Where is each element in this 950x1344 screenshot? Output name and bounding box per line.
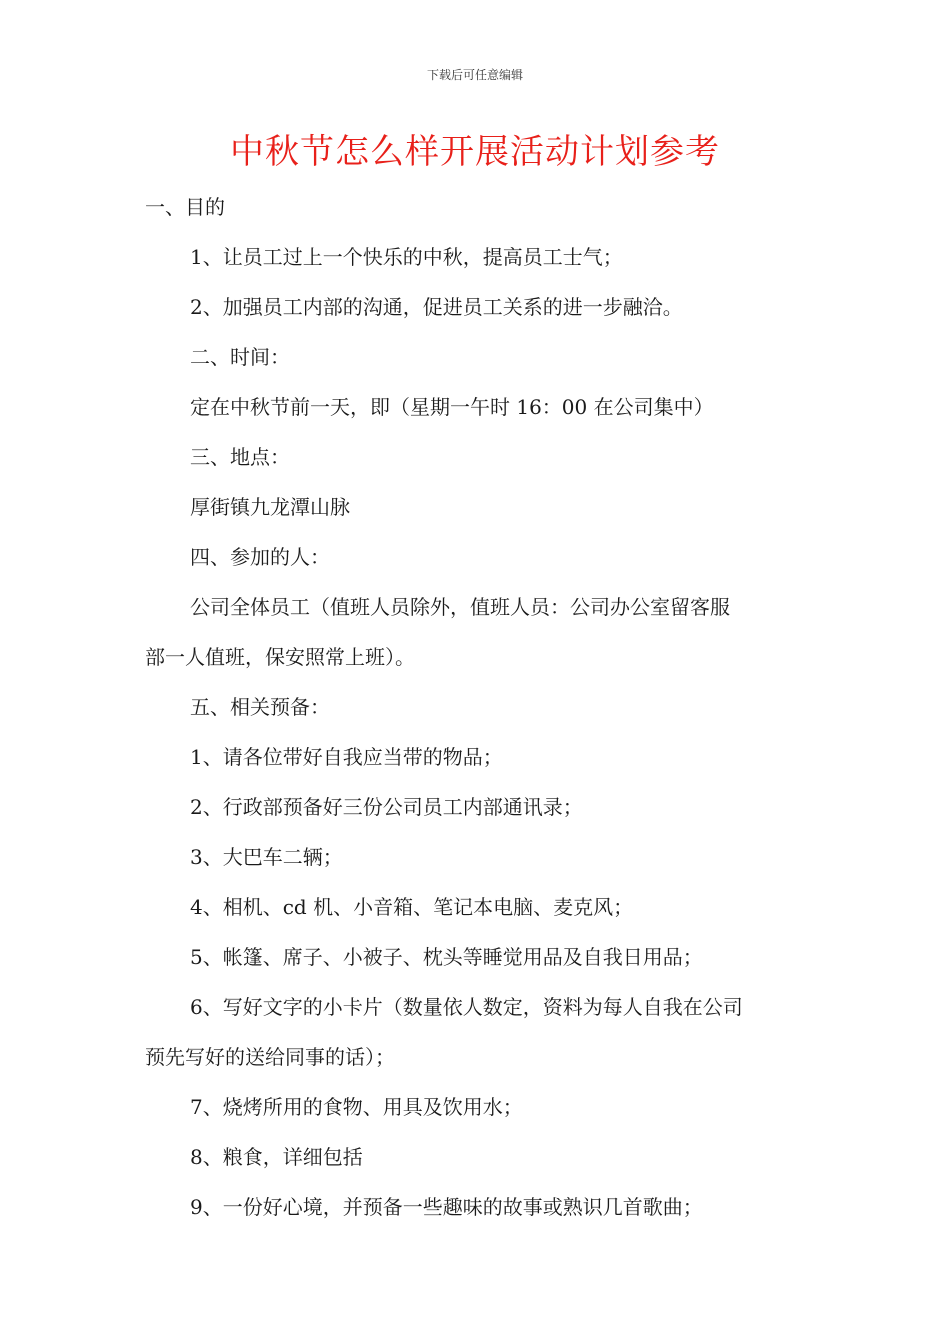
section-heading-location: 三、地点： xyxy=(190,445,290,469)
list-item: 3、大巴车二辆； xyxy=(190,845,343,869)
section-heading-participants: 四、参加的人： xyxy=(190,545,330,569)
list-item: 6、写好文字的小卡片（数量依人数定，资料为每人自我在公司 xyxy=(190,995,743,1019)
document-body xyxy=(145,182,810,1232)
list-item: 4、相机、cd 机、小音箱、笔记本电脑、麦克风； xyxy=(190,895,634,919)
section-heading-purpose: 一、目的 xyxy=(145,195,225,219)
paragraph-line: 公司全体员工（值班人员除外，值班人员：公司办公室留客服 xyxy=(190,595,730,619)
list-item: 5、帐篷、席子、小被子、枕头等睡觉用品及自我日用品； xyxy=(190,945,703,969)
list-item-continued: 预先写好的送给同事的话）； xyxy=(145,1045,395,1069)
section-heading-time: 二、时间： xyxy=(190,345,290,369)
list-item: 9、一份好心境，并预备一些趣味的故事或熟识几首歌曲； xyxy=(190,1195,703,1219)
list-item: 1、请各位带好自我应当带的物品； xyxy=(190,745,503,769)
section-heading-preparation: 五、相关预备： xyxy=(190,695,330,719)
paragraph-line: 定在中秋节前一天，即（星期一午时 16：00 在公司集中） xyxy=(190,395,714,419)
header-note: 下载后可任意编辑 xyxy=(426,68,523,82)
list-item: 7、烧烤所用的食物、用具及饮用水； xyxy=(190,1095,523,1119)
paragraph-line: 1、让员工过上一个快乐的中秋，提高员工士气； xyxy=(190,245,623,269)
document-title: 中秋节怎么样开展活动计划参考 xyxy=(230,132,720,172)
list-item: 2、行政部预备好三份公司员工内部通讯录； xyxy=(190,795,583,819)
paragraph-line: 2、加强员工内部的沟通，促进员工关系的进一步融洽。 xyxy=(190,295,683,319)
paragraph-line: 厚街镇九龙潭山脉 xyxy=(190,495,350,519)
paragraph-line-continued: 部一人值班，保安照常上班）。 xyxy=(145,645,415,669)
list-item: 8、粮食，详细包括 xyxy=(190,1145,363,1169)
